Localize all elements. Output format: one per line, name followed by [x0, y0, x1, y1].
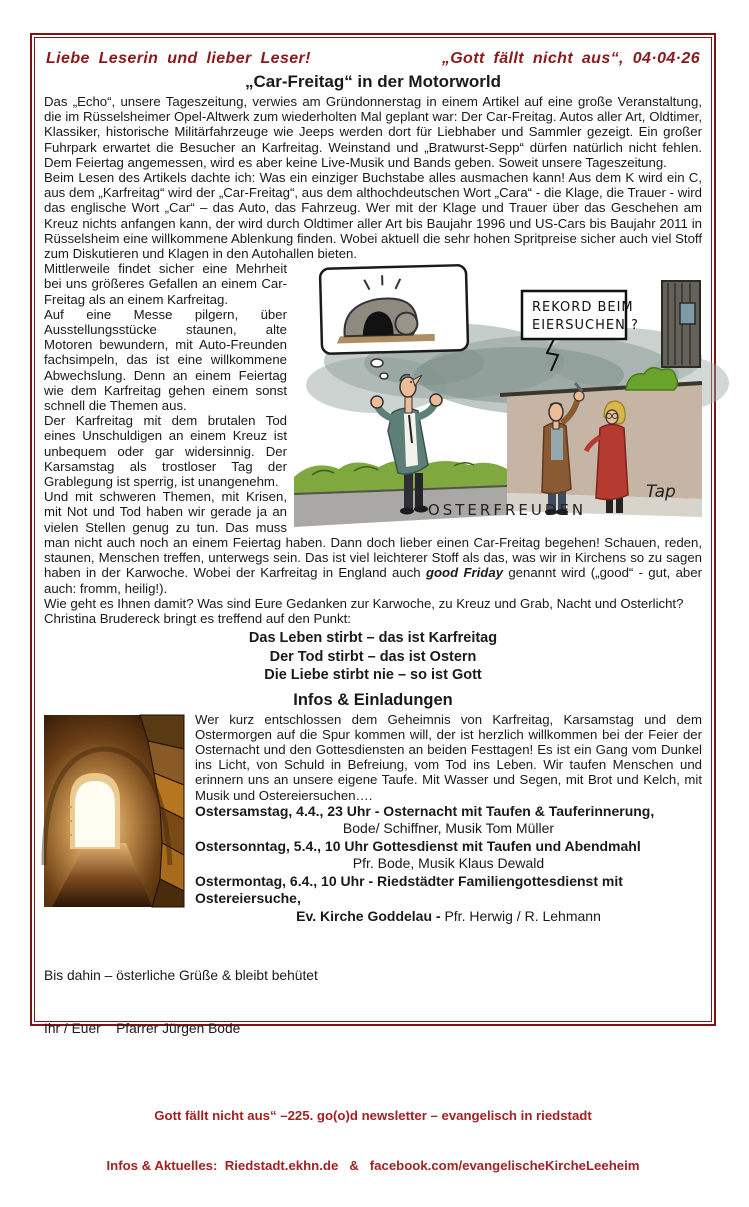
event-3-pastors: Pfr. Herwig / R. Lehmann	[444, 907, 601, 924]
newsletter-footer	[44, 1075, 702, 1207]
masthead-greeting: Liebe Leserin und lieber Leser!	[46, 50, 311, 67]
newsletter-page	[34, 37, 712, 1173]
closing-greeting	[44, 932, 702, 1072]
article-paragraph-1: Das „Echo“, unsere Tageszeitung, verwies am Gründonnerstag in einem Artikel auf eine große Veranstaltung, die im Rüsselsheimer Opel-Altwerk zum wiederholten Mal geplant war: Der Car-Freitag. Autos aller Art, Oldtimer, Klassiker, historische Militärfahrzeuge wie Jeeps werden dort für Liebhaber und Sammler gezeigt. Ein großer Fuhrpark erwartet die Besucher an Karfreitag. Weinstand und „Bratwurst-Sepp“ dürfen natürlich nicht fehlen. Dem Feiertag angemessen, wird es aber keine Live-Musik und Bands geben. Soweit unsere Tageszeitung.	[44, 94, 702, 170]
footer-line-1: Gott fällt nicht aus“ –225. go(o)d newsletter – evangelisch in riedstadt	[154, 1108, 592, 1124]
article-paragraph-4: Auf eine Messe pilgern, über Ausstellungsstücke staunen, alte Motoren bewundern, mit Auto-Freunden fachsimpeln, das ist eine willkommene Abwechslung. Denn an einem Feiertag wie dem Karfreitag gehen einem sonst schnell die Themen aus.	[44, 306, 287, 414]
cartoon-signature: Tap	[646, 482, 676, 503]
thought-trail-bubble	[371, 359, 383, 367]
infos-section	[44, 712, 702, 926]
footer-line-2: Infos & Aktuelles: Riedstadt.ekhn.de & facebook.com/evangelischeKircheLeeheim	[106, 1157, 640, 1173]
masthead	[46, 50, 700, 68]
article-paragraph-8: Christina Brudereck bringt es treffend auf den Punkt:	[44, 610, 351, 626]
event-2-title: Ostersonntag, 5.4., 10 Uhr Gottesdienst mit Taufen und Abendmahl	[195, 837, 641, 854]
speech-text-line1: REKORD BEIM	[532, 300, 634, 316]
newsletter-page-border	[30, 33, 716, 1173]
masthead-motto-date: „Gott fällt nicht aus“, 04·04·26	[441, 50, 700, 67]
light-arch	[75, 781, 115, 847]
infos-section-heading: Infos & Einladungen	[293, 690, 453, 709]
article-paragraph-7: Wie geht es Ihnen damit? Was sind Eure Gedanken zur Karwoche, zu Kreuz und Grab, Nacht und Osterlicht?	[44, 595, 684, 611]
paragraph-text: Und mit schweren Themen, mit Krisen, mit Not und Tod haben wir gerade ja an vielen Stellen genug zu tun. Das muss man nicht auch noch an einem Feiertag haben. Dann doch lieber einen Car-Freitag begehen! Schauen, reden, staunen, Menschen treffen, unterwegs sein. Das ist viel leichterer Stoff als das, was wir in Kirchens so zu sagen haben in der Karwoche. Wobei der Karfreitag in England auch	[44, 489, 702, 581]
article-wrap-section	[44, 261, 702, 626]
article-paragraph-3: Mittlerweile findet sicher eine Mehrheit bei uns größeres Gefallen an einem Car-Freitag als an einem Karfreitag.	[44, 261, 287, 307]
event-3-location: Ev. Kirche Goddelau -	[296, 907, 445, 924]
article-paragraph-2: Beim Lesen des Artikels dachte ich: Was ein einziger Buchstabe alles ausmachen kann! Aus dem K wird ein C, aus dem „Karfreitag“ wird der „Car-Freitag“, aus dem althochdeutschen Wort „Cara“ - die Klage, die Trauer - wird das englische Wort „Car“ – das Auto, das Fahrzeug. Wer mit der Klage und Trauer über das Geschehen am Kreuz nichts anfangen kann, der wird durch Oldtimer aller Art bis Baujahr 1996 und US-Cars bis Baujahr 2011 in Rüsselsheim eine willkommene Ablenkung finden. Wobei aktuell die sehr hohen Spritpreise sicher auch viel Stoff zum Diskutieren und Klagen in den Autohallen bieten.	[44, 170, 702, 262]
poem-line-3: Die Liebe stirbt nie – so ist Gott	[264, 667, 482, 684]
closing-line-2: Ihr / Euer Pfarrer Jürgen Bode	[44, 1020, 241, 1036]
poem-quote	[44, 629, 702, 685]
easter-cartoon-image	[294, 263, 702, 529]
article-title: „Car-Freitag“ in der Motorworld	[245, 72, 501, 91]
poem-line-2: Der Tod stirbt – das ist Ostern	[269, 648, 477, 665]
speech-text-line2: EIERSUCHEN ?	[532, 318, 639, 334]
thought-bubble	[320, 265, 468, 354]
event-3-detail	[44, 908, 702, 926]
shed-icon	[662, 281, 700, 367]
tunnel-light-photo	[44, 715, 184, 907]
event-2-detail: Pfr. Bode, Musik Klaus Dewald	[352, 855, 545, 872]
article-paragraph-5: Der Karfreitag mit dem brutalen Tod eines Unschuldigen an einem Kreuz ist unbequem oder gar widersinnig. Der Karsamstag als trostloser Tag der Grablegung ist sperrig, ist unangenehm.	[44, 413, 287, 490]
closing-line-1: Bis dahin – österliche Grüße & bleibt behütet	[44, 968, 318, 984]
event-1-detail: Bode/ Schiffner, Musik Tom Müller	[342, 820, 555, 837]
cartoon-caption: OSTERFREUDEN	[427, 501, 587, 520]
event-3-title: Ostermontag, 6.4., 10 Uhr - Riedstädter Familiengottesdienst mit Ostereiersuche,	[195, 872, 623, 907]
good-friday-emphasis: good Friday	[425, 565, 504, 581]
infos-intro-paragraph: Wer kurz entschlossen dem Geheimnis von Karfreitag, Karsamstag und dem Ostermorgen auf die Spur kommen will, der ist herzlich willkommen bei der Feier der Osternacht und den Gottesdiensten an beiden Festtagen! Es ist ein Gang vom Dunkel ins Licht, von Schuld in Befreiung, vom Tod ins Leben. Wir taufen Menschen und erinnern uns an unsere eigene Taufe. Mit Wasser und Segen, mit Brot und Kelch, mit Musik und Ostereiersuchen….	[195, 711, 702, 803]
paragraph-text: genannt wird („good“ - gut, aber auch: fromm, heilig!).	[44, 565, 702, 596]
poem-line-1: Das Leben stirbt – das ist Karfreitag	[248, 630, 498, 647]
thought-trail-bubble	[380, 373, 388, 379]
event-1-title: Ostersamstag, 4.4., 23 Uhr - Osternacht mit Taufen & Tauferinnerung,	[195, 802, 655, 819]
